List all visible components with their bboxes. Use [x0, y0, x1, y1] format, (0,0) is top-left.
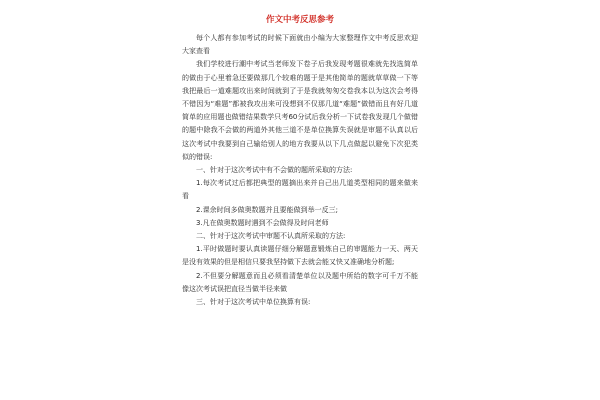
document-title: 作文中考反思参考: [265, 15, 334, 25]
heading-section-one: 一、针对于这次考试中有不会做的题所采取的方法:: [196, 166, 353, 175]
paragraph-story: 我们学校进行潮中考试当老师发下卷子后我发现考题很难就先找选简单的做由于心里着急还要做那几个较难的题于是其他简单的题就草草做一下等我把最后一道难题攻出来时间就到了于是我就匆匆交卷我本以为这次会考得不错因为“难题”都被我攻出来可没想到不仅那几道“难题”做错而且有好几道简单的应用题也做错结果数学只考60分试后我分析一下试卷我发现几个做错的题中除我不会做的两道外其他三道不是单位换算失误就是审题不认真以后这次考试中我要到自己输给别人的地方我要从以下几点做起以避免下次犯类似的错误:: [182, 60, 418, 161]
heading-section-two: 二、针对于这次考试中审题不认真所采取的方法:: [196, 232, 346, 241]
heading-section-three: 三、针对于这次考试中单位换算有误:: [196, 298, 311, 307]
paragraph-item-1-3: 3.凡在做奥数题时遇到不会做得及时问老师: [196, 218, 329, 227]
paragraph-item-2-2: 2.不但要分解题意而且必须看清楚单位以及题中所给的数字可千万不能像这次考试误把直径当做半径来做: [182, 271, 418, 293]
document-body: [182, 14, 418, 309]
paragraph-intro: 每个人都有参加考试的时候下面就由小编为大家整理作文中考反思欢迎大家查看: [182, 34, 418, 56]
paragraph-item-1-2: 2.课余时间多做奥数题并且要能做到举一反三;: [196, 205, 339, 214]
paragraph-item-2-1: 1.平时做题时要认真读题仔细分解题意锻炼自己的审题能力一天、两天是没有效果的但是相信只要我坚持做下去就会能又快又准确地分析题;: [182, 245, 418, 267]
paragraph-item-1-1: 1.每次考试过后都把典型的题摘出来并自己出几道类型相同的题来做来看: [182, 179, 418, 201]
